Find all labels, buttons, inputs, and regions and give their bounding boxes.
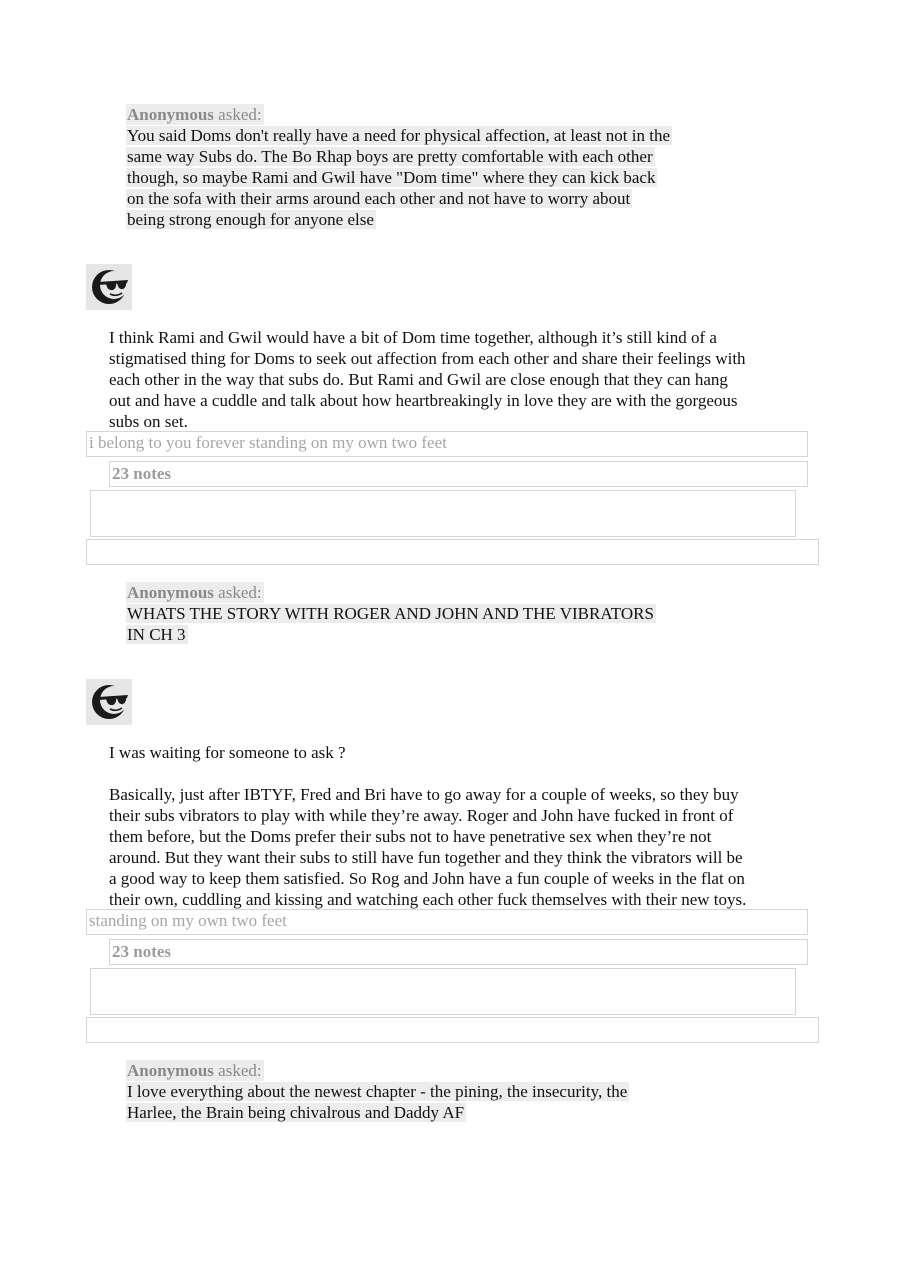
question-line: though, so maybe Rami and Gwil have "Dom time" where they can kick back [127, 168, 656, 187]
answer-line: subs on set. [109, 412, 188, 431]
question-line: I love everything about the newest chapter - the pining, the insecurity, the [127, 1082, 628, 1101]
tags-text[interactable]: i belong to you forever standing on my own two feet [89, 433, 447, 452]
answer-line: their own, cuddling and kissing and watching each other fuck themselves with their new toys. [109, 890, 747, 909]
question-line: Harlee, the Brain being chivalrous and Daddy AF [127, 1103, 465, 1122]
sunglasses-moon-icon [86, 679, 132, 725]
tags-box[interactable] [86, 431, 808, 457]
separator-box [86, 1017, 819, 1043]
question-line: IN CH 3 [127, 625, 186, 644]
avatar[interactable] [86, 679, 132, 725]
asker-label [126, 582, 264, 603]
question-line: same way Subs do. The Bo Rhap boys are pretty comfortable with each other [127, 147, 653, 166]
answer-line: their subs vibrators to play with while they’re away. Roger and John have fucked in front of [109, 806, 734, 825]
notes-count[interactable]: 23 notes [112, 464, 172, 483]
asked-suffix: asked: [218, 105, 262, 124]
asked-suffix: asked: [218, 1061, 262, 1080]
asked-suffix: asked: [218, 583, 262, 602]
notes-box[interactable] [109, 461, 808, 487]
question-line: on the sofa with their arms around each other and not have to worry about [127, 189, 631, 208]
tags-text[interactable]: standing on my own two feet [89, 911, 287, 930]
post-1-question [126, 104, 672, 230]
answer-line: out and have a cuddle and talk about how heartbreakingly in love they are with the gorgeous [109, 391, 738, 410]
avatar[interactable] [86, 264, 132, 310]
notes-box[interactable] [109, 939, 808, 965]
answer-line: each other in the way that subs do. But Rami and Gwil are close enough that they can hang [109, 370, 728, 389]
post-2-answer [109, 742, 746, 910]
answer-line: a good way to keep them satisfied. So Rog and John have a fun couple of weeks in the flat on [109, 869, 745, 888]
asker-label [126, 1060, 264, 1081]
blank-line [109, 763, 746, 784]
post-3-question [126, 1060, 629, 1123]
answer-line: stigmatised thing for Doms to seek out affection from each other and share their feelings with [109, 349, 746, 368]
answer-line: Basically, just after IBTYF, Fred and Bri have to go away for a couple of weeks, so they buy [109, 785, 739, 804]
tags-box[interactable] [86, 909, 808, 935]
question-line: WHATS THE STORY WITH ROGER AND JOHN AND THE VIBRATORS [127, 604, 654, 623]
asker-name[interactable]: Anonymous [127, 105, 214, 124]
footer-box [90, 968, 796, 1015]
question-line: being strong enough for anyone else [127, 210, 374, 229]
answer-line: around. But they want their subs to still have fun together and they think the vibrators will be [109, 848, 743, 867]
asker-label [126, 104, 264, 125]
post-1-answer [109, 327, 746, 432]
answer-intro: I was waiting for someone to ask ? [109, 743, 346, 762]
sunglasses-moon-icon [86, 264, 132, 310]
notes-count[interactable]: 23 notes [112, 942, 172, 961]
asker-name[interactable]: Anonymous [127, 583, 214, 602]
answer-line: I think Rami and Gwil would have a bit of Dom time together, although it’s still kind of a [109, 328, 717, 347]
answer-line: them before, but the Doms prefer their subs not to have penetrative sex when they’re not [109, 827, 712, 846]
post-2-question [126, 582, 656, 645]
asker-name[interactable]: Anonymous [127, 1061, 214, 1080]
separator-box [86, 539, 819, 565]
question-line: You said Doms don't really have a need for physical affection, at least not in the [127, 126, 670, 145]
footer-box [90, 490, 796, 537]
